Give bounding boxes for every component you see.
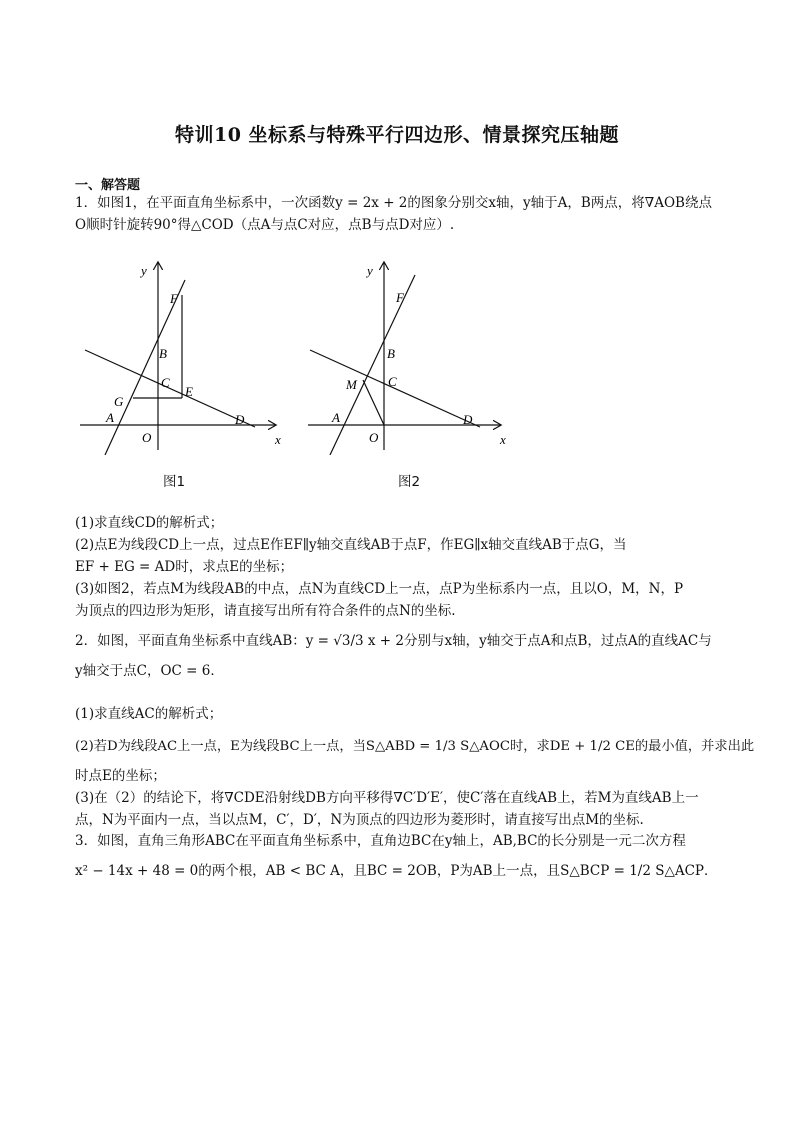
fig2-label-C: C bbox=[388, 374, 397, 389]
page-title: 特训10 坐标系与特殊平行四边形、情景探究压轴题 bbox=[174, 124, 620, 146]
fig1-label-O: O bbox=[142, 430, 152, 445]
q2-part1: (1)求直线AC的解析式； bbox=[75, 706, 223, 722]
figure-1-caption: 图1 bbox=[163, 474, 186, 490]
fig1-label-G: G bbox=[114, 394, 124, 409]
segment-om bbox=[363, 380, 384, 425]
fig1-label-C: C bbox=[161, 375, 170, 390]
q1-part2-line2: EF + EG = AD时，求点E的坐标； bbox=[75, 559, 294, 575]
section-heading: 一、解答题 bbox=[75, 178, 141, 193]
q1-part2-line1: (2)点E为线段CD上一点，过点E作EF∥y轴交直线AB于点F，作EG∥x轴交直线AB于点G，当 bbox=[75, 537, 627, 553]
q1-intro-line1: 1．如图1，在平面直角坐标系中，一次函数y = 2x + 2的图象分别交x轴，y轴于A，B两点，将∇AOB绕点 bbox=[75, 195, 712, 211]
fig2-label-A: A bbox=[332, 410, 340, 425]
q1-part3-line2: 为顶点的四边形为矩形，请直接写出所有符合条件的点N的坐标. bbox=[75, 603, 456, 619]
q2-intro-line1: 2．如图，平面直角坐标系中直线AB：y = √3/3 x + 2分别与x轴，y轴交于点A和点B，过点A的直线AC与 bbox=[75, 633, 712, 649]
q1-part1: (1)求直线CD的解析式； bbox=[75, 515, 224, 531]
q2-part2-line1: (2)若D为线段AC上一点，E为线段BC上一点，当S△ABD = 1/3 S△AOC时，求DE + 1/2 CE的最小值，并求出此 bbox=[75, 739, 755, 754]
fig1-label-B: B bbox=[159, 346, 167, 361]
fig1-label-F: F bbox=[170, 291, 178, 306]
figure-1 bbox=[75, 255, 290, 455]
fig1-label-y: y bbox=[141, 263, 147, 278]
q1-intro-line2: O顺时针旋转90°得△COD（点A与点C对应，点B与点D对应）. bbox=[75, 217, 455, 233]
q2-part3-line2: 点，N为平面内一点，当以点M，C′，D′，N为顶点的四边形为菱形时，请直接写出点M的坐标. bbox=[75, 812, 644, 828]
fig1-label-x: x bbox=[275, 432, 281, 447]
line-ab bbox=[105, 280, 185, 455]
q2-part3-line1: (3)在（2）的结论下，将∇CDE沿射线DB方向平移得∇C′D′E′，使C′落在直线AB上，若M为直线AB上一 bbox=[75, 790, 699, 806]
q2-intro-line2: y轴交于点C，OC = 6． bbox=[75, 663, 224, 679]
fig2-label-y: y bbox=[367, 263, 373, 278]
q1-part3-line1: (3)如图2，若点M为线段AB的中点，点N为直线CD上一点，点P为坐标系内一点，且以O，M，N，P bbox=[75, 581, 684, 597]
fig1-label-A: A bbox=[106, 410, 114, 425]
figure-2 bbox=[300, 255, 515, 455]
fig2-label-B: B bbox=[387, 346, 395, 361]
fig2-label-D: D bbox=[463, 412, 473, 427]
fig2-label-F: F bbox=[396, 290, 404, 305]
fig2-label-O: O bbox=[369, 430, 379, 445]
figure-2-caption: 图2 bbox=[398, 474, 421, 490]
q3-intro-line2: x² − 14x + 48 = 0的两个根，AB < BC A，且BC = 2OB，P为AB上一点，且S△BCP = 1/2 S△ACP． bbox=[75, 863, 718, 879]
q2-part2-line2: 时点E的坐标； bbox=[75, 768, 166, 784]
fig2-label-x: x bbox=[500, 432, 506, 447]
fig1-label-E: E bbox=[185, 384, 193, 399]
q3-intro-line1: 3．如图，直角三角形ABC在平面直角坐标系中，直角边BC在y轴上，AB,BC的长分别是一元二次方程 bbox=[75, 833, 686, 849]
fig2-label-M: M bbox=[346, 377, 357, 392]
fig1-label-D: D bbox=[235, 412, 245, 427]
